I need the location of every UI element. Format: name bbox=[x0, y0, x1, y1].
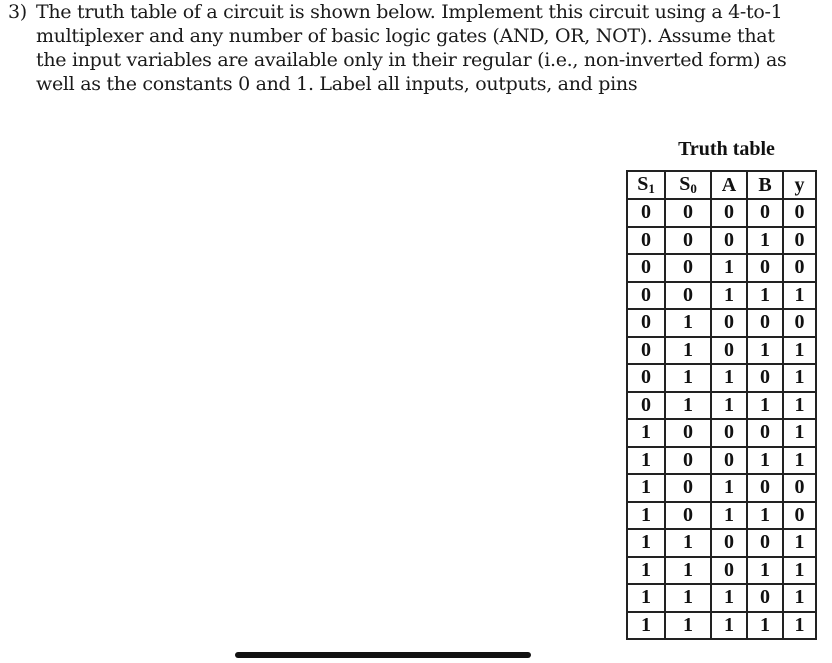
cell-a: 1 bbox=[711, 584, 747, 612]
cell-y: 0 bbox=[783, 199, 816, 227]
cell-b: 0 bbox=[747, 364, 783, 392]
cell-s1: 1 bbox=[627, 447, 665, 475]
cell-s0: 1 bbox=[665, 309, 711, 337]
cell-s0: 1 bbox=[665, 364, 711, 392]
question-number: 3) bbox=[8, 1, 27, 23]
header-a: A bbox=[711, 171, 747, 199]
cell-s1: 1 bbox=[627, 474, 665, 502]
cell-s1: 0 bbox=[627, 337, 665, 365]
cell-s1: 0 bbox=[627, 282, 665, 310]
table-row bbox=[627, 337, 816, 365]
home-indicator-bar bbox=[235, 652, 531, 658]
table-row bbox=[627, 309, 816, 337]
cell-a: 0 bbox=[711, 419, 747, 447]
cell-y: 1 bbox=[783, 337, 816, 365]
cell-a: 0 bbox=[711, 337, 747, 365]
table-row bbox=[627, 502, 816, 530]
truth-table-caption: Truth table bbox=[678, 138, 775, 160]
cell-s0: 1 bbox=[665, 612, 711, 640]
cell-b: 1 bbox=[747, 337, 783, 365]
cell-y: 1 bbox=[783, 447, 816, 475]
cell-a: 0 bbox=[711, 529, 747, 557]
cell-b: 0 bbox=[747, 529, 783, 557]
cell-a: 0 bbox=[711, 447, 747, 475]
cell-b: 1 bbox=[747, 282, 783, 310]
cell-s0: 0 bbox=[665, 227, 711, 255]
truth-table bbox=[626, 170, 817, 640]
cell-y: 0 bbox=[783, 227, 816, 255]
cell-s0: 0 bbox=[665, 502, 711, 530]
cell-a: 1 bbox=[711, 364, 747, 392]
cell-s1: 0 bbox=[627, 227, 665, 255]
cell-a: 0 bbox=[711, 309, 747, 337]
cell-s1: 0 bbox=[627, 364, 665, 392]
table-row bbox=[627, 254, 816, 282]
cell-s1: 0 bbox=[627, 254, 665, 282]
table-row bbox=[627, 199, 816, 227]
table-row bbox=[627, 364, 816, 392]
cell-s1: 1 bbox=[627, 584, 665, 612]
cell-b: 1 bbox=[747, 392, 783, 420]
header-y: y bbox=[783, 171, 816, 199]
cell-s1: 1 bbox=[627, 529, 665, 557]
cell-y: 0 bbox=[783, 474, 816, 502]
cell-s0: 1 bbox=[665, 584, 711, 612]
cell-a: 1 bbox=[711, 392, 747, 420]
cell-s0: 1 bbox=[665, 529, 711, 557]
cell-y: 1 bbox=[783, 419, 816, 447]
cell-y: 0 bbox=[783, 309, 816, 337]
cell-y: 1 bbox=[783, 529, 816, 557]
cell-y: 1 bbox=[783, 282, 816, 310]
cell-s1: 0 bbox=[627, 392, 665, 420]
cell-y: 0 bbox=[783, 254, 816, 282]
cell-s0: 1 bbox=[665, 557, 711, 585]
cell-s0: 0 bbox=[665, 254, 711, 282]
cell-s0: 0 bbox=[665, 474, 711, 502]
cell-b: 0 bbox=[747, 419, 783, 447]
table-row bbox=[627, 447, 816, 475]
table-row bbox=[627, 392, 816, 420]
table-row bbox=[627, 282, 816, 310]
header-s0: $S_0$ bbox=[665, 171, 711, 199]
question-block bbox=[8, 0, 808, 96]
cell-s1: 1 bbox=[627, 612, 665, 640]
cell-a: 1 bbox=[711, 612, 747, 640]
cell-b: 1 bbox=[747, 227, 783, 255]
cell-a: 1 bbox=[711, 282, 747, 310]
cell-s0: 0 bbox=[665, 447, 711, 475]
cell-s0: 0 bbox=[665, 282, 711, 310]
table-row bbox=[627, 557, 816, 585]
cell-b: 0 bbox=[747, 254, 783, 282]
cell-y: 1 bbox=[783, 612, 816, 640]
cell-a: 0 bbox=[711, 557, 747, 585]
cell-s0: 1 bbox=[665, 337, 711, 365]
cell-y: 1 bbox=[783, 584, 816, 612]
table-row bbox=[627, 227, 816, 255]
cell-a: 0 bbox=[711, 199, 747, 227]
cell-y: 1 bbox=[783, 557, 816, 585]
table-row bbox=[627, 529, 816, 557]
cell-s1: 1 bbox=[627, 557, 665, 585]
cell-s0: 0 bbox=[665, 199, 711, 227]
cell-b: 1 bbox=[747, 447, 783, 475]
cell-s0: 0 bbox=[665, 419, 711, 447]
cell-b: 0 bbox=[747, 584, 783, 612]
cell-y: 0 bbox=[783, 502, 816, 530]
cell-a: 1 bbox=[711, 254, 747, 282]
header-s1: $S_1$ bbox=[627, 171, 665, 199]
cell-b: 1 bbox=[747, 612, 783, 640]
table-row bbox=[627, 474, 816, 502]
table-row bbox=[627, 419, 816, 447]
cell-s1: 0 bbox=[627, 199, 665, 227]
cell-b: 0 bbox=[747, 474, 783, 502]
cell-s1: 0 bbox=[627, 309, 665, 337]
truth-table-header-row bbox=[627, 171, 816, 199]
cell-a: 1 bbox=[711, 474, 747, 502]
header-b: B bbox=[747, 171, 783, 199]
cell-s1: 1 bbox=[627, 419, 665, 447]
cell-a: 1 bbox=[711, 502, 747, 530]
cell-b: 0 bbox=[747, 309, 783, 337]
cell-s1: 1 bbox=[627, 502, 665, 530]
cell-y: 1 bbox=[783, 392, 816, 420]
table-row bbox=[627, 612, 816, 640]
cell-y: 1 bbox=[783, 364, 816, 392]
cell-b: 0 bbox=[747, 199, 783, 227]
table-row bbox=[627, 584, 816, 612]
question-text: The truth table of a circuit is shown below. Implement this circuit using a 4-to-1 multiplexer and any number of basic logic gates (AND, OR, NOT). Assume that the input variables are available only in their regular (i.e., non-inverted form) as well as the constants 0 and 1. Label all inputs, outputs, and pins bbox=[36, 1, 787, 95]
cell-b: 1 bbox=[747, 502, 783, 530]
cell-s0: 1 bbox=[665, 392, 711, 420]
cell-a: 0 bbox=[711, 227, 747, 255]
cell-b: 1 bbox=[747, 557, 783, 585]
